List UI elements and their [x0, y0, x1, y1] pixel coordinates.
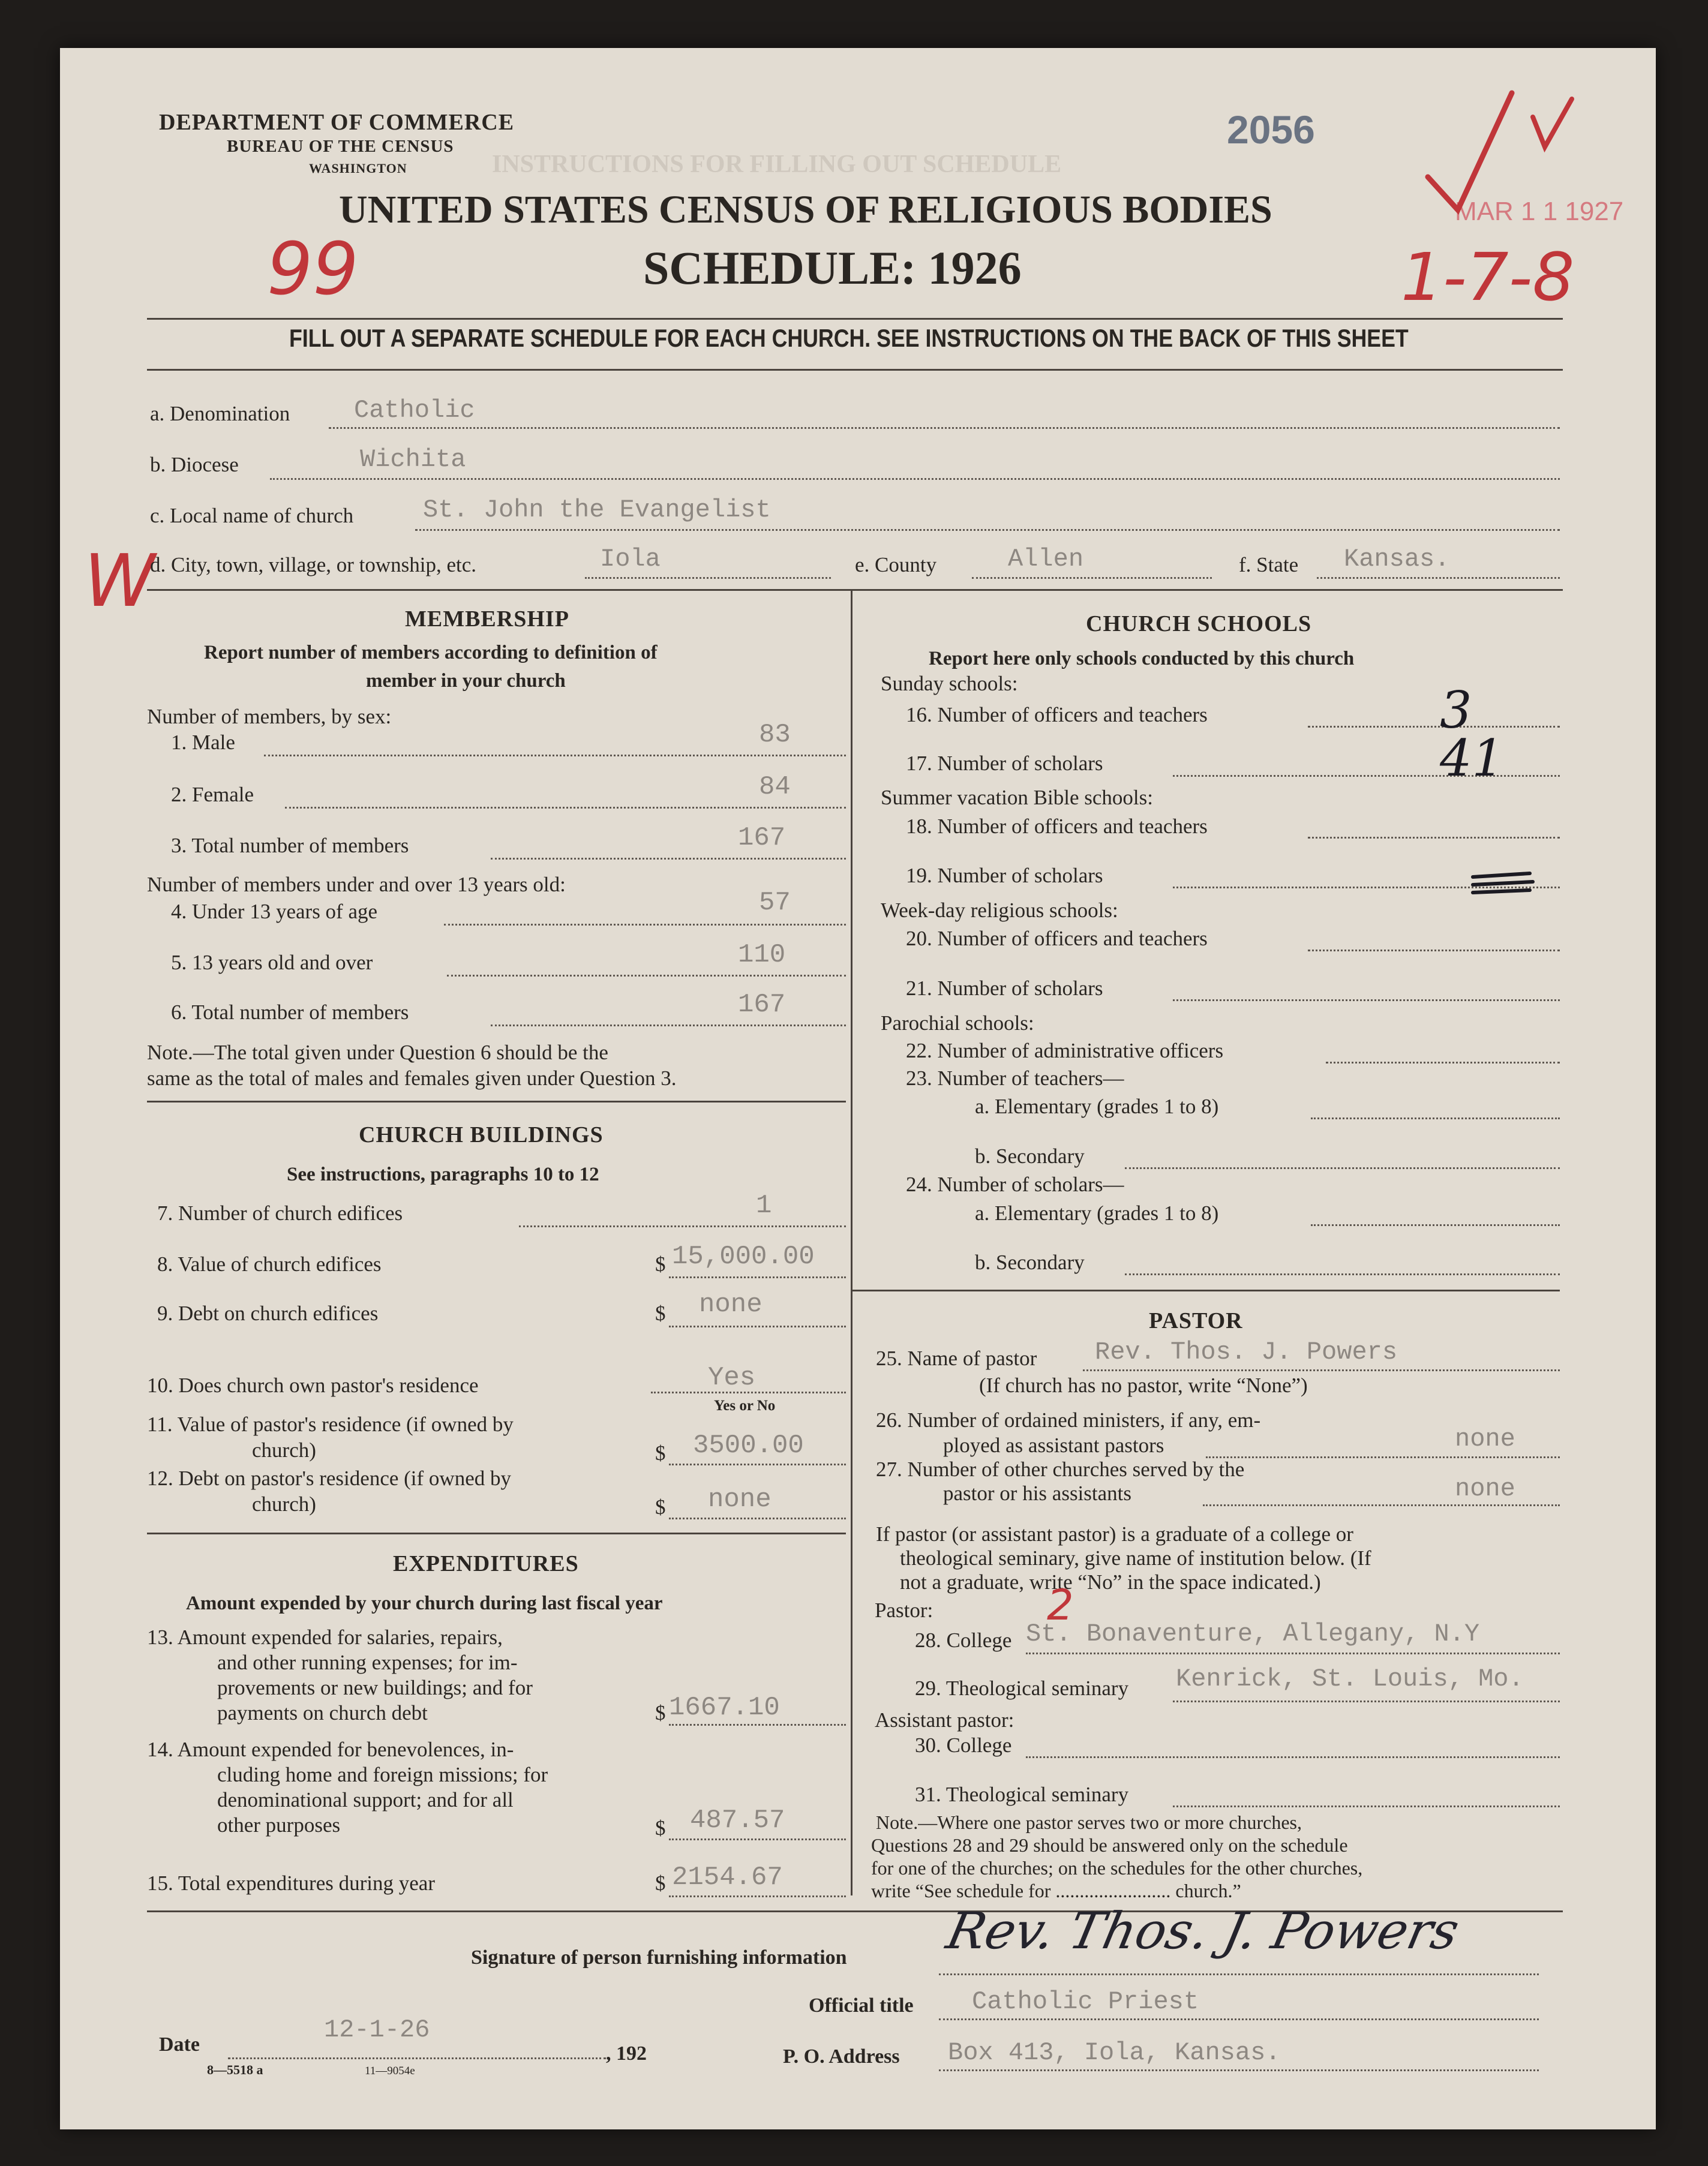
- q21-label: 21. Number of scholars: [906, 977, 1103, 1000]
- q15-total-value: 2154.67: [672, 1862, 783, 1892]
- schedule-number-stamp: 2056: [1227, 107, 1315, 152]
- pastor-note-3: for one of the churches; on the schedules for the other churches,: [871, 1857, 1363, 1879]
- county-label: e. County: [855, 553, 937, 576]
- q2-female-value: 84: [759, 772, 791, 802]
- official-title-value: Catholic Priest: [972, 1987, 1199, 2016]
- pastor-subheading: Pastor:: [875, 1599, 933, 1622]
- header-rule: [147, 318, 1563, 320]
- q6-label: 6. Total number of members: [171, 1001, 409, 1024]
- q2-label: 2. Female: [171, 783, 254, 806]
- department-heading: DEPARTMENT OF COMMERCE: [159, 110, 515, 135]
- q15-label: 15. Total expenditures during year: [147, 1871, 435, 1895]
- q12-label-1: 12. Debt on pastor's residence (if owned by: [147, 1467, 511, 1490]
- q13-dollar-sign: $: [655, 1701, 666, 1725]
- q11-label-2: church): [252, 1438, 316, 1462]
- q3-total-value: 167: [738, 823, 786, 853]
- q20-label: 20. Number of officers and teachers: [906, 927, 1208, 950]
- q4-under-13-value: 57: [759, 888, 791, 918]
- q28-label: 28. College: [915, 1629, 1012, 1652]
- q1-label: 1. Male: [171, 731, 235, 754]
- q17-scholars-value: 41: [1440, 729, 1504, 788]
- church-buildings-subtitle: See instructions, paragraphs 10 to 12: [287, 1164, 599, 1185]
- signature-label: Signature of person furnishing information: [471, 1946, 847, 1969]
- q29-label: 29. Theological seminary: [915, 1677, 1129, 1700]
- q10-residence-value: Yes: [708, 1363, 756, 1393]
- q28-college-value: St. Bonaventure, Allegany, N.Y: [1026, 1620, 1480, 1648]
- q30-label: 30. College: [915, 1734, 1012, 1757]
- church-name-value: St. John the Evangelist: [423, 495, 771, 524]
- q14-line-2: cluding home and foreign missions; for: [217, 1763, 548, 1786]
- q25-hint: (If church has no pastor, write “None”): [979, 1374, 1308, 1397]
- graduate-note-3: not a graduate, write “No” in the space indicated.): [900, 1570, 1321, 1594]
- q8-value-of-edifices: 15,000.00: [672, 1242, 815, 1272]
- membership-intro-1: Report number of members according to definition of: [204, 642, 658, 663]
- received-date-stamp: MAR 1 1 1927: [1455, 197, 1624, 226]
- q13-line-3: provements or new buildings; and for: [217, 1676, 533, 1699]
- print-code: 11—9054e: [365, 2065, 415, 2077]
- q7-label: 7. Number of church edifices: [157, 1201, 403, 1225]
- city-label: d. City, town, village, or township, etc.: [150, 553, 477, 576]
- q10-hint: Yes or No: [714, 1398, 776, 1414]
- q9-debt-value: none: [699, 1290, 763, 1320]
- members-by-age-label: Number of members under and over 13 years old:: [147, 873, 566, 896]
- church-schools-heading: CHURCH SCHOOLS: [1086, 611, 1312, 636]
- q12-label-2: church): [252, 1492, 316, 1516]
- q24b-label: b. Secondary: [975, 1251, 1085, 1274]
- q22-label: 22. Number of administrative officers: [906, 1039, 1224, 1062]
- county-value: Allen: [1008, 545, 1084, 573]
- pastor-note-1: Note.—Where one pastor serves two or more churches,: [876, 1811, 1302, 1833]
- q16-label: 16. Number of officers and teachers: [906, 703, 1208, 726]
- check-mark-icon: [1422, 81, 1578, 219]
- q26-assistants-value: none: [1455, 1425, 1515, 1453]
- q18-label: 18. Number of officers and teachers: [906, 815, 1208, 838]
- q16-officers-value: 3: [1440, 681, 1472, 740]
- q23-label: 23. Number of teachers—: [906, 1067, 1124, 1090]
- q12-residence-debt-value: none: [708, 1485, 772, 1515]
- q31-label: 31. Theological seminary: [915, 1783, 1129, 1806]
- state-value: Kansas.: [1344, 545, 1450, 573]
- po-address-value: Box 413, Iola, Kansas.: [948, 2038, 1281, 2067]
- q27-line-2: pastor or his assistants: [943, 1482, 1132, 1505]
- membership-note-1: Note.—The total given under Question 6 should be the: [147, 1041, 608, 1064]
- q19-struck-mark-icon: [1470, 870, 1536, 900]
- q14-line-4: other purposes: [217, 1813, 341, 1837]
- q14-line-3: denominational support; and for all: [217, 1788, 514, 1811]
- summer-schools-label: Summer vacation Bible schools:: [881, 786, 1153, 809]
- handwritten-mark-date: 1-7-8: [1401, 239, 1575, 316]
- city-value: Iola: [600, 545, 661, 573]
- q11-residence-value: 3500.00: [693, 1431, 804, 1461]
- po-address-label: P. O. Address: [783, 2045, 900, 2068]
- church-buildings-heading: CHURCH BUILDINGS: [359, 1122, 604, 1147]
- q27-other-churches-value: none: [1455, 1474, 1515, 1503]
- church-schools-subtitle: Report here only schools conducted by this church: [929, 648, 1355, 669]
- graduate-note-2: theological seminary, give name of institution below. (If: [900, 1546, 1371, 1570]
- q9-label: 9. Debt on church edifices: [157, 1302, 379, 1325]
- graduate-note-1: If pastor (or assistant pastor) is a graduate of a college or: [876, 1522, 1353, 1546]
- membership-note-2: same as the total of males and females given under Question 3.: [147, 1067, 677, 1090]
- handwritten-mark-2: 2: [1047, 1581, 1074, 1630]
- q15-dollar-sign: $: [655, 1871, 666, 1895]
- diocese-label: b. Diocese: [150, 453, 239, 476]
- parochial-schools-label: Parochial schools:: [881, 1011, 1034, 1035]
- city-heading: WASHINGTON: [309, 161, 407, 176]
- date-value: 12-1-26: [324, 2015, 430, 2044]
- q7-edifices-value: 1: [756, 1191, 772, 1221]
- q8-dollar-sign: $: [655, 1252, 666, 1276]
- q26-line-1: 26. Number of ordained ministers, if any, em-: [876, 1408, 1261, 1432]
- q4-label: 4. Under 13 years of age: [171, 900, 378, 923]
- church-name-label: c. Local name of church: [150, 504, 354, 527]
- q13-amount-value: 1667.10: [669, 1693, 780, 1723]
- q13-line-1: 13. Amount expended for salaries, repairs,: [147, 1626, 503, 1649]
- q6-total-value: 167: [738, 990, 786, 1020]
- q17-label: 17. Number of scholars: [906, 752, 1103, 775]
- denomination-value: Catholic: [354, 396, 475, 425]
- q23a-label: a. Elementary (grades 1 to 8): [975, 1095, 1219, 1118]
- pastor-note-4: write “See schedule for ........................ church.”: [871, 1880, 1241, 1901]
- q14-amount-value: 487.57: [690, 1805, 785, 1835]
- diocese-value: Wichita: [360, 445, 466, 474]
- handwritten-mark-w: W: [84, 540, 155, 623]
- q24a-label: a. Elementary (grades 1 to 8): [975, 1201, 1219, 1225]
- sunday-schools-label: Sunday schools:: [881, 672, 1018, 695]
- membership-heading: MEMBERSHIP: [405, 606, 569, 632]
- q27-line-1: 27. Number of other churches served by the: [876, 1458, 1245, 1481]
- q1-male-value: 83: [759, 720, 791, 750]
- pastor-heading: PASTOR: [1149, 1308, 1243, 1333]
- q13-line-4: payments on church debt: [217, 1701, 428, 1725]
- assistant-pastor-subheading: Assistant pastor:: [875, 1708, 1014, 1732]
- bureau-heading: BUREAU OF THE CENSUS: [227, 137, 454, 156]
- q11-label-1: 11. Value of pastor's residence (if owned by: [147, 1413, 514, 1436]
- q5-label: 5. 13 years old and over: [171, 951, 373, 974]
- q14-dollar-sign: $: [655, 1816, 666, 1840]
- q5-over-13-value: 110: [738, 940, 786, 970]
- pastor-note-2: Questions 28 and 29 should be answered only on the schedule: [871, 1834, 1348, 1856]
- state-label: f. State: [1239, 553, 1299, 576]
- q12-dollar-sign: $: [655, 1495, 666, 1519]
- membership-intro-2: member in your church: [366, 670, 566, 692]
- q11-dollar-sign: $: [655, 1441, 666, 1465]
- denomination-label: a. Denomination: [150, 402, 290, 425]
- form-title: UNITED STATES CENSUS OF RELIGIOUS BODIES: [339, 188, 1272, 232]
- members-by-sex-label: Number of members, by sex:: [147, 705, 392, 728]
- q8-label: 8. Value of church edifices: [157, 1252, 382, 1276]
- q19-label: 19. Number of scholars: [906, 864, 1103, 887]
- q9-dollar-sign: $: [655, 1302, 666, 1325]
- q10-label: 10. Does church own pastor's residence: [147, 1374, 479, 1397]
- weekday-schools-label: Week-day religious schools:: [881, 899, 1118, 922]
- form-subtitle: SCHEDULE: 1926: [643, 242, 1022, 294]
- q3-label: 3. Total number of members: [171, 834, 409, 857]
- form-code: 8—5518 a: [207, 2062, 263, 2077]
- instruction-banner: FILL OUT A SEPARATE SCHEDULE FOR EACH CHURCH. SEE INSTRUCTIONS ON THE BACK OF THIS SHEET: [289, 324, 1409, 352]
- signature-value: Rev. Thos. J. Powers: [941, 1901, 1464, 1960]
- header-rule-lower: [147, 369, 1563, 371]
- date-year-suffix: , 192: [606, 2042, 647, 2065]
- handwritten-mark-99: 99: [267, 228, 359, 311]
- expenditures-subtitle: Amount expended by your church during last fiscal year: [186, 1593, 663, 1614]
- q24-label: 24. Number of scholars—: [906, 1173, 1124, 1196]
- bleed-through-heading: INSTRUCTIONS FOR FILLING OUT SCHEDULE: [492, 151, 1062, 178]
- official-title-label: Official title: [809, 1994, 914, 2017]
- q14-line-1: 14. Amount expended for benevolences, in-: [147, 1738, 514, 1761]
- q13-line-2: and other running expenses; for im-: [217, 1651, 518, 1674]
- q26-line-2: ployed as assistant pastors: [943, 1434, 1164, 1457]
- q25-label: 25. Name of pastor: [876, 1347, 1037, 1370]
- q23b-label: b. Secondary: [975, 1144, 1085, 1168]
- column-divider: [851, 591, 853, 1895]
- q29-seminary-value: Kenrick, St. Louis, Mo.: [1176, 1665, 1524, 1693]
- date-label: Date: [159, 2033, 200, 2056]
- expenditures-heading: EXPENDITURES: [393, 1551, 579, 1576]
- q25-pastor-name-value: Rev. Thos. J. Powers: [1095, 1338, 1398, 1366]
